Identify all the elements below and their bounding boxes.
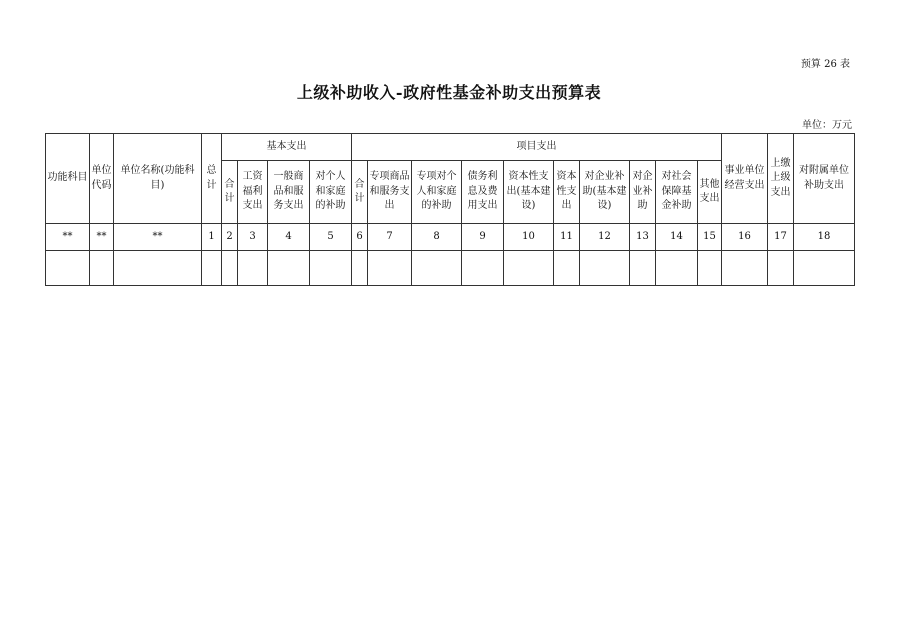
index-row	[46, 224, 855, 251]
data-cell	[238, 251, 268, 286]
data-row-empty	[46, 251, 855, 286]
index-cell: 5	[310, 224, 352, 251]
header-total: 总计	[202, 134, 222, 224]
header-basic: 基本支出	[222, 134, 352, 161]
data-cell	[462, 251, 504, 286]
header-upper: 上缴上级支出	[768, 134, 794, 224]
header-business: 事业单位经营支出	[722, 134, 768, 224]
data-cell	[46, 251, 90, 286]
data-cell	[90, 251, 114, 286]
index-cell: 4	[268, 224, 310, 251]
header-project-social-security: 对社会保障基金补助	[656, 161, 698, 224]
index-cell: 12	[580, 224, 630, 251]
index-cell: **	[90, 224, 114, 251]
header-project-capital: 资本性支出	[554, 161, 580, 224]
data-cell	[722, 251, 768, 286]
index-cell: **	[46, 224, 90, 251]
index-cell: **	[114, 224, 202, 251]
index-cell: 18	[794, 224, 855, 251]
data-cell	[222, 251, 238, 286]
index-cell: 10	[504, 224, 554, 251]
data-cell	[368, 251, 412, 286]
header-project-enterprise: 对企业补助	[630, 161, 656, 224]
header-project-individual: 专项对个人和家庭的补助	[412, 161, 462, 224]
index-cell: 13	[630, 224, 656, 251]
index-cell: 1	[202, 224, 222, 251]
header-affiliated: 对附属单位补助支出	[794, 134, 855, 224]
header-basic-total: 合计	[222, 161, 238, 224]
data-cell	[794, 251, 855, 286]
header-project-total: 合计	[352, 161, 368, 224]
data-cell	[554, 251, 580, 286]
page-title: 上级补助收入-政府性基金补助支出预算表	[296, 83, 602, 102]
index-cell: 3	[238, 224, 268, 251]
header-project-other: 其他支出	[698, 161, 722, 224]
header-project-enterprise-construction: 对企业补助(基本建设)	[580, 161, 630, 224]
data-cell	[580, 251, 630, 286]
index-cell: 16	[722, 224, 768, 251]
header-basic-individual: 对个人和家庭的补助	[310, 161, 352, 224]
unit-label: 单位：万元	[802, 120, 852, 131]
index-cell: 6	[352, 224, 368, 251]
index-cell: 17	[768, 224, 794, 251]
table-number: 预算 26 表	[800, 59, 850, 70]
data-cell	[352, 251, 368, 286]
data-cell	[504, 251, 554, 286]
index-cell: 2	[222, 224, 238, 251]
header-project-debt: 债务利息及费用支出	[462, 161, 504, 224]
header-basic-wages: 工资福利支出	[238, 161, 268, 224]
header-func-subject: 功能科目	[46, 134, 90, 224]
budget-table	[45, 133, 855, 286]
data-cell	[310, 251, 352, 286]
data-cell	[768, 251, 794, 286]
index-cell: 15	[698, 224, 722, 251]
header-unit-name: 单位名称(功能科目)	[114, 134, 202, 224]
header-project: 项目支出	[352, 134, 722, 161]
data-cell	[698, 251, 722, 286]
data-cell	[656, 251, 698, 286]
data-cell	[202, 251, 222, 286]
header-unit-code: 单位代码	[90, 134, 114, 224]
index-cell: 9	[462, 224, 504, 251]
data-cell	[114, 251, 202, 286]
index-cell: 7	[368, 224, 412, 251]
header-project-goods: 专项商品和服务支出	[368, 161, 412, 224]
index-cell: 11	[554, 224, 580, 251]
data-cell	[630, 251, 656, 286]
header-project-capital-construction: 资本性支出(基本建设)	[504, 161, 554, 224]
header-basic-goods: 一般商品和服务支出	[268, 161, 310, 224]
data-cell	[412, 251, 462, 286]
data-cell	[268, 251, 310, 286]
index-cell: 8	[412, 224, 462, 251]
index-cell: 14	[656, 224, 698, 251]
